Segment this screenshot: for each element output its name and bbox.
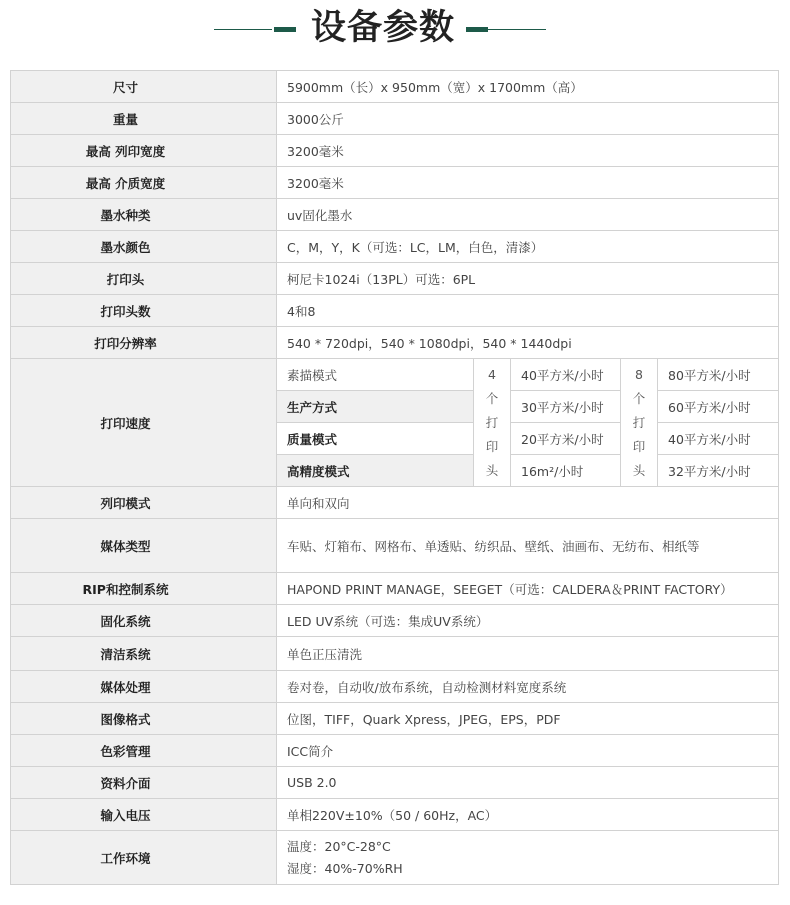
table-row bbox=[11, 573, 779, 605]
spec-value: 卷对卷，自动收/放布系统，自动检测材料宽度系统 bbox=[277, 671, 779, 703]
spec-label: 输入电压 bbox=[11, 799, 277, 831]
spec-value: 位图，TIFF，Quark Xpress，JPEG，EPS，PDF bbox=[277, 703, 779, 735]
spec-value: 单向和双向 bbox=[277, 487, 779, 519]
spec-label: 清洁系统 bbox=[11, 637, 277, 671]
speed-value-4: 30平方米/小时 bbox=[511, 391, 621, 423]
spec-label: 列印模式 bbox=[11, 487, 277, 519]
printhead-count-4 bbox=[474, 359, 511, 487]
spec-label: 打印速度 bbox=[11, 359, 277, 487]
spec-value: 5900mm（长）x 950mm（宽）x 1700mm（高） bbox=[277, 71, 779, 103]
spec-value: uv固化墨水 bbox=[277, 199, 779, 231]
table-row bbox=[11, 135, 779, 167]
spec-value: 4和8 bbox=[277, 295, 779, 327]
printhead-count-4-text: 4个打印头 bbox=[485, 366, 499, 478]
temperature-line: 温度：20°C-28°C bbox=[287, 838, 391, 854]
section-header bbox=[0, 0, 790, 62]
table-row bbox=[11, 831, 779, 885]
spec-label: 打印分辨率 bbox=[11, 327, 277, 359]
table-row bbox=[11, 799, 779, 831]
spec-value: LED UV系统（可选：集成UV系统） bbox=[277, 605, 779, 637]
speed-value-4: 20平方米/小时 bbox=[511, 423, 621, 455]
spec-value: 540 * 720dpi，540 * 1080dpi，540 * 1440dpi bbox=[277, 327, 779, 359]
spec-value: USB 2.0 bbox=[277, 767, 779, 799]
printhead-count-8 bbox=[621, 359, 658, 487]
speed-mode: 素描模式 bbox=[277, 359, 474, 391]
spec-label: 资料介面 bbox=[11, 767, 277, 799]
table-row bbox=[11, 735, 779, 767]
title-decoration-bar-left bbox=[274, 27, 296, 32]
speed-value-8: 40平方米/小时 bbox=[658, 423, 779, 455]
spec-label: 色彩管理 bbox=[11, 735, 277, 767]
speed-value-8: 32平方米/小时 bbox=[658, 455, 779, 487]
table-row bbox=[11, 295, 779, 327]
spec-label: 最高 列印宽度 bbox=[11, 135, 277, 167]
spec-value: 车贴、灯箱布、网格布、单透贴、纺织品、壁纸、油画布、无纺布、相纸等 bbox=[277, 519, 779, 573]
spec-label: 最高 介质宽度 bbox=[11, 167, 277, 199]
spec-label: 重量 bbox=[11, 103, 277, 135]
spec-label: 墨水颜色 bbox=[11, 231, 277, 263]
table-row bbox=[11, 263, 779, 295]
spec-label: 固化系统 bbox=[11, 605, 277, 637]
page-title: 设备参数 bbox=[310, 8, 455, 48]
table-row bbox=[11, 167, 779, 199]
spec-value bbox=[277, 831, 779, 885]
spec-label: 图像格式 bbox=[11, 703, 277, 735]
spec-value: 3200毫米 bbox=[277, 167, 779, 199]
spec-value: ICC简介 bbox=[277, 735, 779, 767]
table-row bbox=[11, 703, 779, 735]
speed-mode: 生产方式 bbox=[277, 391, 474, 423]
speed-value-8: 80平方米/小时 bbox=[658, 359, 779, 391]
spec-label: 打印头数 bbox=[11, 295, 277, 327]
table-row bbox=[11, 637, 779, 671]
spec-label: RIP和控制系统 bbox=[11, 573, 277, 605]
speed-value-8: 60平方米/小时 bbox=[658, 391, 779, 423]
title-decoration-bar-right bbox=[466, 27, 488, 32]
table-row bbox=[11, 231, 779, 263]
spec-table bbox=[10, 70, 779, 885]
spec-value: 单相220V±10%（50 / 60Hz，AC） bbox=[277, 799, 779, 831]
speed-value-4: 16m²/小时 bbox=[511, 455, 621, 487]
table-row bbox=[11, 605, 779, 637]
table-row bbox=[11, 103, 779, 135]
speed-mode: 质量模式 bbox=[277, 423, 474, 455]
spec-value: 单色正压清洗 bbox=[277, 637, 779, 671]
title-decoration-line-right bbox=[488, 29, 546, 30]
spec-value: 柯尼卡1024i（13PL）可选：6PL bbox=[277, 263, 779, 295]
spec-value: 3200毫米 bbox=[277, 135, 779, 167]
printhead-count-8-text: 8个打印头 bbox=[632, 366, 646, 478]
spec-label: 媒体类型 bbox=[11, 519, 277, 573]
title-decoration-line-left bbox=[214, 29, 272, 30]
spec-label: 媒体处理 bbox=[11, 671, 277, 703]
spec-label: 墨水种类 bbox=[11, 199, 277, 231]
spec-label: 尺寸 bbox=[11, 71, 277, 103]
spec-value: 3000公斤 bbox=[277, 103, 779, 135]
speed-value-4: 40平方米/小时 bbox=[511, 359, 621, 391]
spec-label: 工作环境 bbox=[11, 831, 277, 885]
spec-value: HAPOND PRINT MANAGE，SEEGET（可选：CALDERA＆PRINT FACTORY） bbox=[277, 573, 779, 605]
table-row bbox=[11, 71, 779, 103]
table-row bbox=[11, 487, 779, 519]
speed-mode: 高精度模式 bbox=[277, 455, 474, 487]
table-row bbox=[11, 519, 779, 573]
table-row bbox=[11, 327, 779, 359]
table-row bbox=[11, 671, 779, 703]
spec-value: C，M，Y，K（可选：LC，LM，白色，清漆） bbox=[277, 231, 779, 263]
humidity-line: 湿度：40%-70%RH bbox=[287, 860, 403, 876]
table-row bbox=[11, 767, 779, 799]
speed-row bbox=[11, 359, 779, 391]
table-row bbox=[11, 199, 779, 231]
spec-label: 打印头 bbox=[11, 263, 277, 295]
